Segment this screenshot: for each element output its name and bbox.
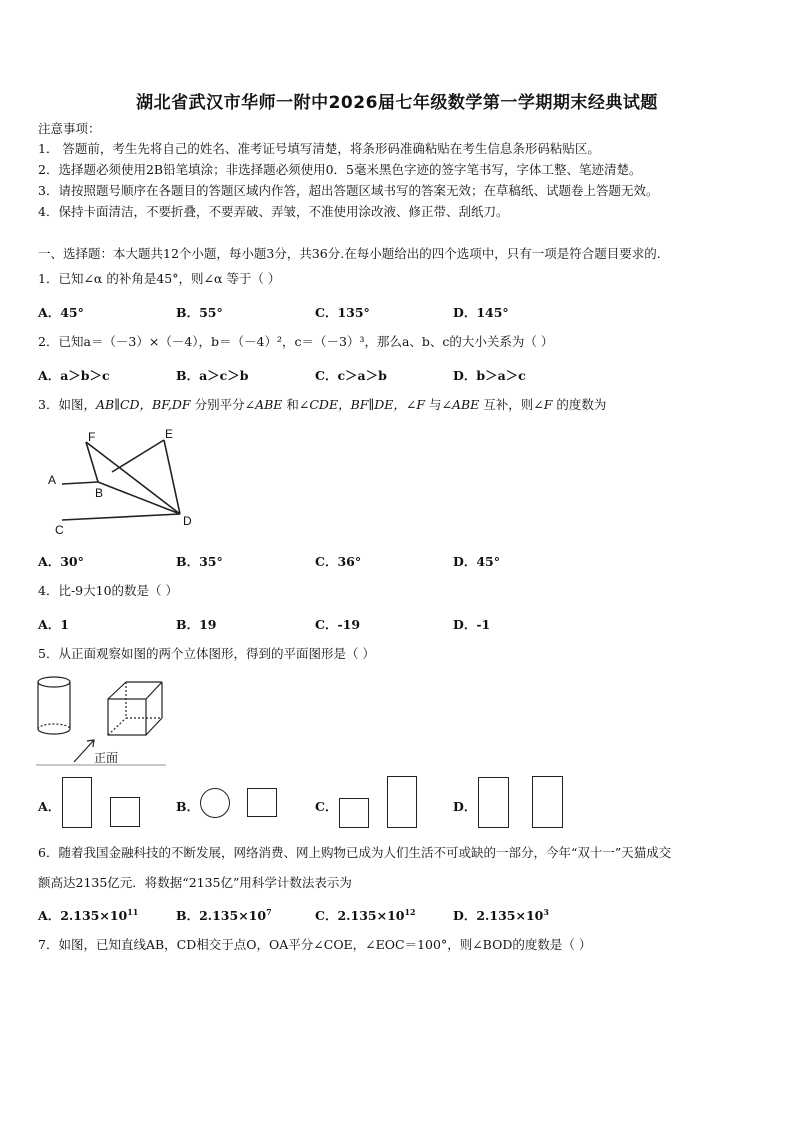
label-c: C: [55, 523, 64, 537]
notice-item-2: 2．选择题必须使用2B铅笔填涂；非选择题必须使用0．5毫米黑色字迹的签字笔书写，字体工整、笔迹清楚。: [38, 162, 642, 177]
q3-stem-part: 和: [282, 397, 299, 412]
arrow-icon: [74, 740, 94, 762]
q1-option-c[interactable]: C．135°: [315, 305, 370, 320]
notice-item-3: 3．请按照题号顺序在各题目的答题区域内作答，超出答题区域书写的答案无效；在草稿纸、试题卷上答题无效。: [38, 183, 659, 198]
question-2-stem: 2．已知a＝（－3）×（－4），b＝（－4）²，c＝（－3）³，那么a、b、c的大小关系为（ ）: [38, 334, 554, 349]
q2-option-b[interactable]: B．a＞c＞b: [176, 368, 249, 383]
q3-option-a[interactable]: A．30°: [38, 554, 84, 569]
notice-item-4: 4．保持卡面清洁，不要折叠，不要弄破、弄皱，不准使用涂改液、修正带、刮纸刀。: [38, 204, 509, 219]
q1-option-d[interactable]: D．145°: [453, 305, 509, 320]
cube-edge: [146, 718, 162, 735]
notice-item-1: 1． 答题前，考生先将自己的姓名、准考证号填写清楚，将条形码准确粘贴在考生信息条形码粘贴区。: [38, 141, 600, 156]
q4-option-a[interactable]: A．1: [38, 617, 69, 632]
q3-stem-part: 分别平分: [190, 397, 245, 412]
question-3-stem: [38, 397, 606, 413]
q3-stem-part: 的度数为: [552, 397, 607, 412]
q5-option-c[interactable]: C．: [315, 799, 338, 814]
question-1-stem: 1．已知∠α 的补角是45°，则∠α 等于（ ）: [38, 271, 281, 286]
q6-b-exponent: 7: [266, 907, 272, 917]
q3-stem-math: ∠ABE: [244, 397, 283, 412]
q3-stem-part: 互补，则: [479, 397, 534, 412]
segment-bf: [86, 442, 98, 482]
q5-option-a[interactable]: A．: [38, 799, 61, 814]
q6-c-exponent: 12: [404, 907, 416, 917]
q3-stem-math: ∠F: [533, 397, 553, 412]
q5-d-tall-rectangle-1: [478, 777, 509, 828]
q6-a-exponent: 11: [127, 907, 139, 917]
segment-be: [112, 440, 164, 472]
q6-option-d[interactable]: [453, 906, 549, 924]
q5-option-b[interactable]: B．: [176, 799, 200, 814]
q5-a-tall-rectangle: [62, 777, 92, 828]
q4-option-c[interactable]: C．-19: [315, 617, 361, 632]
question-6-stem-line-1: 6．随着我国金融科技的不断发展，网络消费、网上购物已成为人们生活不可或缺的一部分，今年“双十一”天猫成交: [38, 845, 672, 860]
q1-option-b[interactable]: B．55°: [176, 305, 223, 320]
cylinder-bottom: [38, 729, 70, 734]
label-b: B: [95, 486, 104, 500]
cylinder-top: [38, 677, 70, 687]
q5-b-square: [247, 788, 277, 817]
q6-d-exponent: 3: [543, 907, 549, 917]
q5-c-tall-rectangle: [387, 776, 417, 828]
cube-edge: [146, 682, 162, 699]
q4-option-b[interactable]: B．19: [176, 617, 217, 632]
q3-stem-part: 3．如图，: [38, 397, 96, 412]
label-d: D: [183, 514, 192, 528]
question-5-stem: 5．从正面观察如图的两个立体图形，得到的平面图形是（ ）: [38, 646, 375, 661]
q5-a-square: [110, 797, 140, 827]
q3-option-b[interactable]: B．35°: [176, 554, 223, 569]
label-f: F: [88, 430, 96, 444]
q5-option-d[interactable]: D．: [453, 799, 477, 814]
q5-figure: [36, 672, 168, 768]
q1-option-a[interactable]: A．45°: [38, 305, 84, 320]
q2-option-a[interactable]: A．a＞b＞c: [38, 368, 110, 383]
cube-front-face: [108, 699, 146, 735]
q3-stem-math: ∠CDE，BF∥DE，∠F: [298, 397, 426, 412]
q3-stem-math: AB∥CD，BF,DF: [95, 397, 191, 412]
q6-c-text: C．2.135×10: [315, 908, 405, 923]
q2-option-d[interactable]: D．b＞a＞c: [453, 368, 526, 383]
cube-hidden-edge: [108, 718, 126, 735]
q6-option-a[interactable]: [38, 906, 138, 924]
question-7-stem: 7．如图，已知直线AB，CD相交于点O，OA平分∠COE，∠EOC＝100°，则∠BOD的度数是（ ）: [38, 937, 592, 952]
q3-figure: [40, 422, 210, 544]
segment-fd: [86, 442, 180, 514]
label-e: E: [165, 427, 174, 441]
question-6-stem-line-2: 额高达2135亿元．将数据“2135亿”用科学计数法表示为: [38, 875, 352, 890]
q6-option-c[interactable]: [315, 906, 416, 924]
front-label: 正面: [94, 751, 119, 765]
cube-edge: [108, 682, 126, 699]
page-title: 湖北省武汉市华师一附中2026届七年级数学第一学期期末经典试题: [136, 93, 658, 113]
q6-option-b[interactable]: [176, 906, 272, 924]
question-4-stem: 4．比-9大10的数是（ ）: [38, 583, 179, 598]
q5-d-tall-rectangle-2: [532, 776, 563, 828]
q6-b-text: B．2.135×10: [176, 908, 267, 923]
segment-bd: [98, 482, 180, 514]
segment-ab: [62, 482, 98, 484]
q5-c-square: [339, 798, 369, 828]
label-a: A: [48, 473, 57, 487]
q4-option-d[interactable]: D．-1: [453, 617, 491, 632]
section-heading: 一、选择题：本大题共12个小题，每小题3分，共36分.在每小题给出的四个选项中，只有一项是符合题目要求的.: [38, 246, 661, 261]
q2-option-c[interactable]: C．c＞a＞b: [315, 368, 387, 383]
q3-stem-math: ∠ABE: [441, 397, 480, 412]
q3-option-c[interactable]: C．36°: [315, 554, 362, 569]
q3-stem-part: 与: [425, 397, 442, 412]
q6-d-text: D．2.135×10: [453, 908, 544, 923]
q5-b-circle: [200, 788, 230, 818]
notice-heading: 注意事项：: [38, 121, 101, 136]
cylinder-bottom-hidden: [38, 724, 70, 729]
q3-option-d[interactable]: D．45°: [453, 554, 500, 569]
q6-a-text: A．2.135×10: [38, 908, 128, 923]
segment-cd: [62, 514, 180, 520]
